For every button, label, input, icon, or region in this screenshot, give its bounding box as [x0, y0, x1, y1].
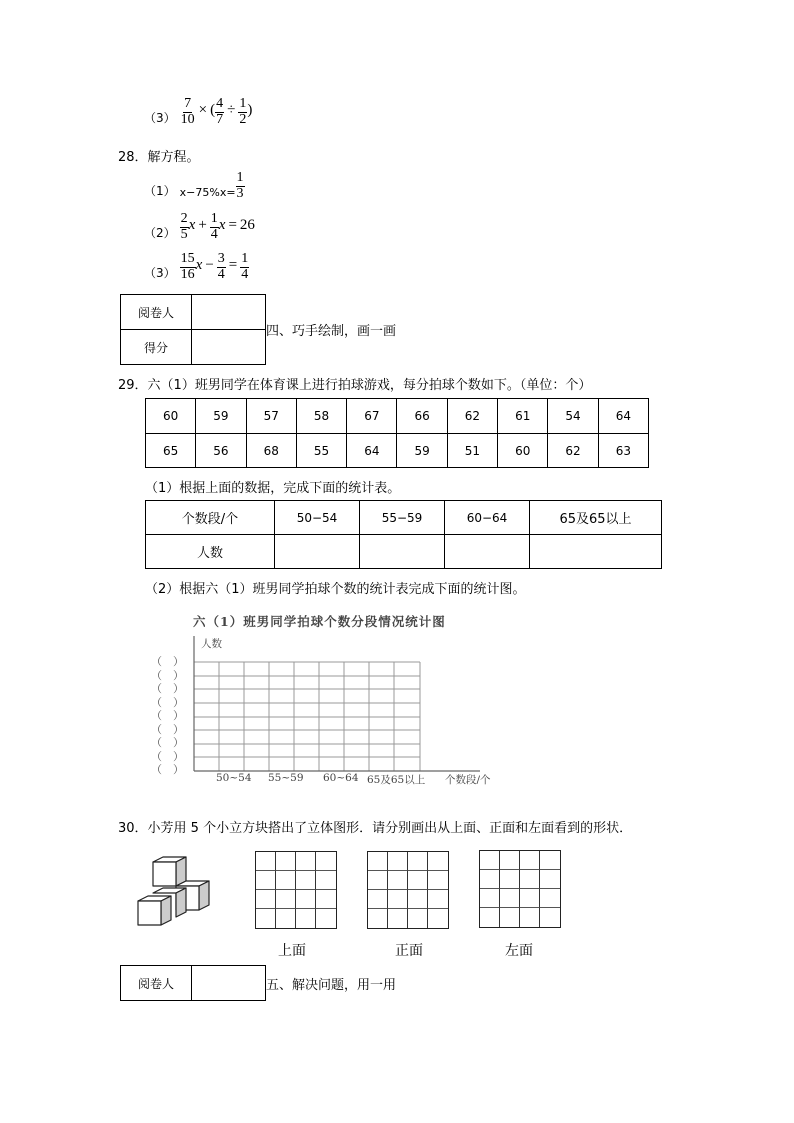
stat-header: 65及65以上: [530, 501, 662, 535]
q28-part1: （1） x−75%x= $\frac{1}{3}$: [144, 170, 244, 201]
times-operator: ×: [198, 102, 208, 119]
x-label-55-59: 55~59: [268, 772, 304, 784]
y-tick-labels: [151, 655, 184, 777]
y-tick-blank[interactable]: （ ）: [151, 655, 184, 668]
fraction: $\frac{3}{4}$: [217, 251, 225, 282]
q28-part2: （2） $\frac{2}{5}$ x + $\frac{1}{4}$ x = 26: [144, 211, 255, 242]
data-cell: 57: [246, 399, 296, 434]
data-cell: 60: [498, 434, 548, 468]
view-grid-front[interactable]: [367, 851, 449, 929]
q28-title: 28．解方程。: [118, 150, 200, 165]
y-tick-blank[interactable]: （ ）: [151, 709, 184, 722]
view-label-left: 左面: [505, 943, 533, 959]
view-label-top: 上面: [278, 943, 306, 959]
stat-header: 个数段/个: [146, 501, 275, 535]
fraction: $\frac{2}{5}$: [180, 211, 188, 242]
grader-field[interactable]: [192, 966, 266, 1001]
fraction: $\frac{15}{16}$: [180, 251, 195, 282]
y-tick-blank[interactable]: （ ）: [151, 749, 184, 763]
data-cell: 68: [246, 434, 296, 468]
data-cell: 60: [146, 399, 196, 434]
x-label-60-64: 60~64: [323, 772, 359, 784]
raw-data-table: [145, 398, 649, 468]
data-cell: 61: [498, 399, 548, 434]
stat-row-label: 人数: [146, 535, 275, 569]
stat-input-cell[interactable]: [445, 535, 530, 569]
divide-operator: ÷: [227, 102, 236, 119]
data-cell: 59: [397, 434, 447, 468]
data-cell: 63: [598, 434, 648, 468]
fraction: $\frac{7}{10}$: [180, 96, 195, 127]
x-label-50-54: 50~54: [216, 772, 252, 784]
score-box-section4: [120, 294, 266, 365]
data-cell: 65: [146, 434, 196, 468]
data-cell: 56: [196, 434, 246, 468]
q27-part3: （3） $\frac{7}{10}$ × ( $\frac{4}{7}$ ÷ $\frac{1}{2}$ ): [144, 96, 253, 127]
stat-input-cell[interactable]: [360, 535, 445, 569]
q29-title: 29．六（1）班男同学在体育课上进行拍球游戏，每分拍球个数如下。（单位：个）: [118, 378, 592, 393]
data-cell: 59: [196, 399, 246, 434]
grader-field[interactable]: [192, 295, 266, 330]
grader-label: 阅卷人: [121, 966, 192, 1001]
chart-ylabel: 人数: [201, 638, 222, 650]
fraction: $\frac{1}{4}$: [241, 251, 249, 282]
stat-table: [145, 500, 662, 569]
equation-text: x−75%x=: [179, 186, 236, 200]
fraction: $\frac{1}{4}$: [210, 211, 218, 242]
data-cell: 64: [598, 399, 648, 434]
stat-header: 50−54: [275, 501, 360, 535]
data-cell: 64: [347, 434, 397, 468]
section5-heading: 五、解决问题，用一用: [266, 978, 397, 993]
y-tick-blank[interactable]: （ ）: [151, 682, 184, 695]
q29-part2: （2）根据六（1）班男同学拍球个数的统计表完成下面的统计图。: [145, 582, 526, 597]
view-grid-left[interactable]: [479, 850, 561, 928]
score-field[interactable]: [192, 330, 266, 365]
section4-heading: 四、巧手绘制，画一画: [266, 324, 397, 339]
fraction: $\frac{4}{7}$: [216, 96, 224, 127]
stat-header: 55−59: [360, 501, 445, 535]
cube-figure: [136, 855, 218, 935]
data-cell: 54: [548, 399, 598, 434]
data-cell: 51: [447, 434, 497, 468]
data-cell: 55: [296, 434, 346, 468]
stat-header: 60−64: [445, 501, 530, 535]
data-cell: 62: [447, 399, 497, 434]
chart-title: 六（1）班男同学拍球个数分段情况统计图: [193, 614, 446, 629]
data-cell: 62: [548, 434, 598, 468]
stat-input-cell[interactable]: [275, 535, 360, 569]
fraction: $\frac{1}{2}$: [239, 96, 247, 127]
y-tick-blank[interactable]: （ ）: [151, 763, 184, 776]
view-label-front: 正面: [395, 943, 423, 959]
q27-part3-label: （3）: [144, 111, 176, 126]
y-tick-blank[interactable]: （ ）: [151, 668, 184, 682]
chart-grid[interactable]: [140, 630, 500, 780]
grader-label: 阅卷人: [121, 295, 192, 330]
score-label: 得分: [121, 330, 192, 365]
y-tick-blank[interactable]: （ ）: [151, 722, 184, 736]
q29-part1: （1）根据上面的数据，完成下面的统计表。: [145, 481, 401, 496]
score-box-section5: [120, 965, 266, 1001]
chart-xlabel: 个数段/个: [445, 774, 491, 786]
q28-part3: （3） $\frac{15}{16}$ x − $\frac{3}{4}$ = $\frac{1}{4}$: [144, 251, 249, 282]
fraction: $\frac{1}{3}$: [236, 170, 244, 201]
x-label-65-plus: 65及65以上: [367, 774, 426, 786]
stat-input-cell[interactable]: [530, 535, 662, 569]
y-tick-blank[interactable]: （ ）: [151, 736, 184, 749]
data-cell: 67: [347, 399, 397, 434]
data-cell: 58: [296, 399, 346, 434]
q30-title: 30．小芳用 5 个小立方块搭出了立体图形．请分别画出从上面、正面和左面看到的形状．: [118, 821, 633, 836]
view-grid-top[interactable]: [255, 851, 337, 929]
data-cell: 66: [397, 399, 447, 434]
y-tick-blank[interactable]: （ ）: [151, 695, 184, 709]
